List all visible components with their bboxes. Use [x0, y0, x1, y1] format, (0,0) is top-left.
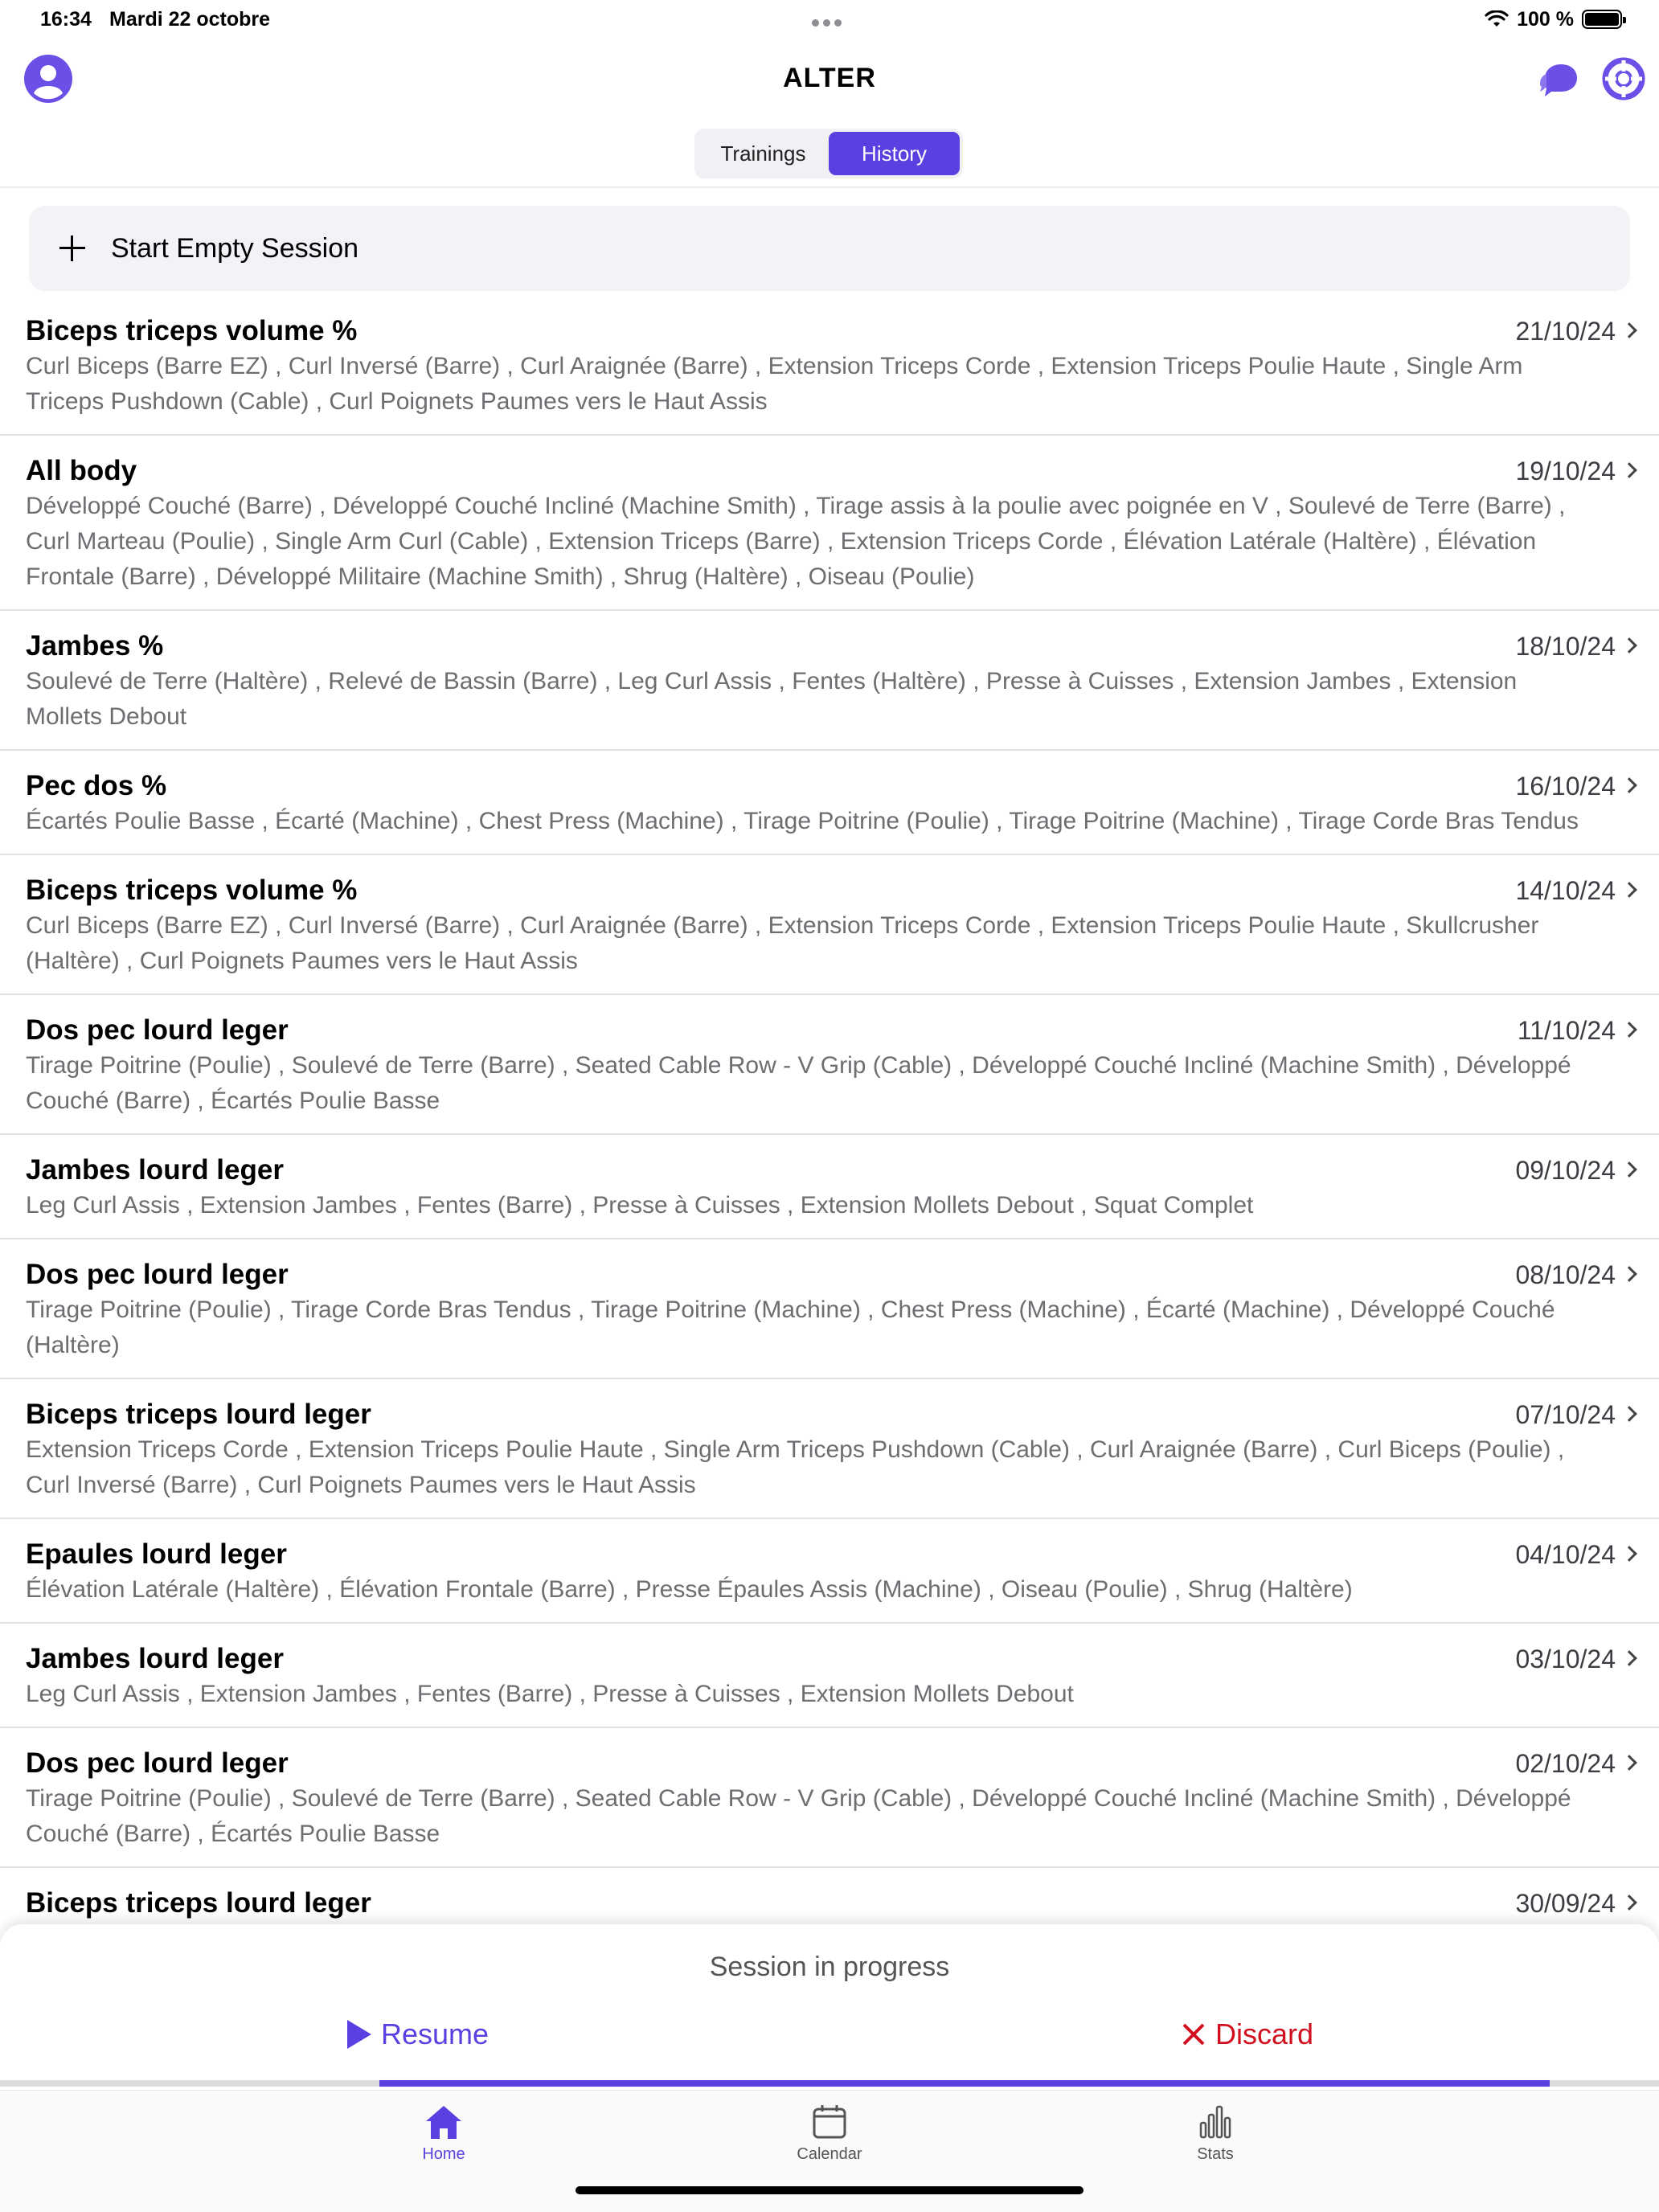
tab-stats-label: Stats: [1197, 2145, 1234, 2163]
history-item[interactable]: [0, 1239, 1659, 1379]
status-bar: [0, 0, 1659, 39]
history-item-exercises: Écartés Poulie Basse , Écarté (Machine) , Chest Press (Machine) , Tirage Poitrine (Poulie) , Tirage Poitrine (Machine) , Tirage Corde Bras Tendus: [26, 808, 1579, 834]
history-item-date: 16/10/24: [1515, 772, 1616, 801]
history-item-title: Jambes lourd leger: [26, 1643, 284, 1674]
history-item[interactable]: [0, 296, 1659, 436]
battery-percent: 100 %: [1517, 7, 1574, 31]
session-title: Session in progress: [709, 1952, 950, 1982]
chevron-right-icon: [1621, 1161, 1637, 1178]
history-list: [0, 296, 1659, 1927]
history-item-exercises: Curl Biceps (Barre EZ) , Curl Inversé (Barre) , Curl Araignée (Barre) , Extension Triceps Corde , Extension Triceps Poulie Haute , Single Arm Triceps Pushdown (Cable) , Curl Poignets Paumes vers le Haut Assis: [26, 353, 1523, 415]
history-item-exercises: Élévation Latérale (Haltère) , Élévation Frontale (Barre) , Presse Épaules Assis (Machine) , Oiseau (Poulie) , Shrug (Haltère): [26, 1576, 1353, 1603]
history-item-title: Biceps triceps volume %: [26, 315, 358, 346]
chevron-right-icon: [1621, 1755, 1637, 1771]
status-date: Mardi 22 octobre: [109, 8, 271, 31]
history-item-date: 21/10/24: [1515, 317, 1616, 346]
history-item-title: Pec dos %: [26, 770, 167, 801]
tab-history[interactable]: History: [829, 132, 960, 175]
chevron-right-icon: [1621, 322, 1637, 338]
stats-icon: [1197, 2103, 1234, 2140]
history-item-date: 03/10/24: [1515, 1645, 1616, 1673]
session-in-progress-panel: [0, 1924, 1659, 2093]
history-item-date: 04/10/24: [1515, 1540, 1616, 1569]
history-item-date: 09/10/24: [1515, 1156, 1616, 1185]
home-indicator: [576, 2186, 1083, 2194]
session-progress-bar: [379, 2080, 1550, 2087]
chevron-right-icon: [1621, 1650, 1637, 1666]
battery-icon: [1582, 10, 1622, 29]
tab-home[interactable]: [363, 2103, 524, 2164]
resume-label: Resume: [381, 2017, 490, 2050]
history-item-exercises: Curl Biceps (Barre EZ) , Curl Inversé (Barre) , Curl Araignée (Barre) , Extension Triceps Corde , Extension Triceps Poulie Haute , Skullcrusher (Haltère) , Curl Poignets Paumes vers le Haut Assis: [26, 912, 1539, 974]
multitasking-dots-icon[interactable]: [812, 16, 847, 24]
history-item-title: Jambes lourd leger: [26, 1154, 284, 1186]
app-title: ALTER: [783, 63, 876, 93]
history-item-title: Biceps triceps volume %: [26, 875, 358, 906]
history-item-date: 14/10/24: [1515, 876, 1616, 905]
history-item-date: 18/10/24: [1515, 632, 1616, 661]
history-item-exercises: Extension Triceps Corde , Extension Triceps Poulie Haute , Single Arm Triceps Pushdown (Cable) , Curl Araignée (Barre) , Curl Biceps (Poulie) , Curl Inversé (Barre) , Curl Poignets Paumes vers le Haut Assis: [26, 1436, 1565, 1498]
history-item[interactable]: [0, 1135, 1659, 1239]
history-item[interactable]: [0, 995, 1659, 1135]
history-item-exercises: Tirage Poitrine (Poulie) , Soulevé de Terre (Barre) , Seated Cable Row - V Grip (Cable) , Développé Couché Incliné (Machine Smith) , Développé Couché (Barre) , Écartés Poulie Basse: [26, 1785, 1571, 1847]
history-item-exercises: Tirage Poitrine (Poulie) , Soulevé de Terre (Barre) , Seated Cable Row - V Grip (Cable) , Développé Couché Incliné (Machine Smith) , Développé Couché (Barre) , Écartés Poulie Basse: [26, 1052, 1571, 1114]
history-item-date: 11/10/24: [1517, 1016, 1616, 1045]
chevron-right-icon: [1621, 777, 1637, 793]
play-icon: [347, 2020, 371, 2049]
history-item-title: Dos pec lourd leger: [26, 1259, 289, 1290]
chevron-right-icon: [1621, 1266, 1637, 1282]
tab-trainings[interactable]: Trainings: [720, 141, 806, 166]
resume-button[interactable]: [347, 2017, 489, 2051]
app-header: [0, 39, 1659, 188]
chevron-right-icon: [1621, 1406, 1637, 1422]
wifi-icon: [1485, 10, 1509, 28]
chevron-right-icon: [1621, 1546, 1637, 1562]
history-item-exercises: Tirage Poitrine (Poulie) , Tirage Corde Bras Tendus , Tirage Poitrine (Machine) , Chest Press (Machine) , Écarté (Machine) , Développé Couché (Haltère): [26, 1296, 1555, 1358]
history-item[interactable]: [0, 611, 1659, 751]
history-item-date: 19/10/24: [1515, 457, 1616, 485]
history-item-date: 07/10/24: [1515, 1400, 1616, 1429]
history-item[interactable]: [0, 1624, 1659, 1728]
history-item[interactable]: [0, 1379, 1659, 1519]
calendar-icon: [811, 2103, 848, 2140]
history-item-title: All body: [26, 455, 137, 486]
tab-calendar[interactable]: [749, 2103, 910, 2164]
status-time: 16:34: [40, 8, 92, 31]
history-item[interactable]: [0, 1519, 1659, 1624]
start-empty-session-label: Start Empty Session: [111, 232, 359, 264]
history-item-exercises: Leg Curl Assis , Extension Jambes , Fentes (Barre) , Presse à Cuisses , Extension Mollets Debout , Squat Complet: [26, 1192, 1254, 1219]
history-item[interactable]: [0, 1868, 1659, 1927]
history-item-exercises: Soulevé de Terre (Haltère) , Relevé de Bassin (Barre) , Leg Curl Assis , Fentes (Haltère) , Presse à Cuisses , Extension Jambes , Extension Mollets Debout: [26, 668, 1518, 730]
help-icon: [1601, 56, 1646, 101]
history-item-date: 30/09/24: [1515, 1889, 1616, 1918]
history-item-title: Epaules lourd leger: [26, 1538, 287, 1570]
discard-label: Discard: [1215, 2017, 1314, 2050]
chat-button[interactable]: [1537, 56, 1582, 101]
start-empty-session-button[interactable]: [29, 206, 1630, 291]
home-icon: [424, 2103, 464, 2140]
history-item-title: Dos pec lourd leger: [26, 1014, 289, 1046]
history-item[interactable]: [0, 855, 1659, 995]
chat-icon: [1537, 56, 1582, 101]
close-icon: [1180, 2021, 1207, 2048]
history-item[interactable]: [0, 751, 1659, 855]
history-item-title: Dos pec lourd leger: [26, 1747, 289, 1779]
history-item-title: Jambes %: [26, 630, 164, 662]
tab-stats[interactable]: [1135, 2103, 1296, 2164]
view-segmented-control: [694, 129, 963, 178]
chevron-right-icon: [1621, 637, 1637, 653]
discard-button[interactable]: [1180, 2017, 1313, 2051]
history-item-exercises: Leg Curl Assis , Extension Jambes , Fentes (Barre) , Presse à Cuisses , Extension Mollets Debout: [26, 1681, 1074, 1707]
history-item[interactable]: [0, 1728, 1659, 1868]
help-button[interactable]: [1601, 56, 1646, 101]
chevron-right-icon: [1621, 1895, 1637, 1911]
status-indicators: [1485, 6, 1622, 32]
tab-calendar-label: Calendar: [797, 2145, 862, 2163]
history-item-date: 08/10/24: [1515, 1260, 1616, 1289]
chevron-right-icon: [1621, 462, 1637, 478]
history-item[interactable]: [0, 436, 1659, 611]
chevron-right-icon: [1621, 1022, 1637, 1038]
history-item-title: Biceps triceps lourd leger: [26, 1399, 371, 1430]
history-item-exercises: Développé Couché (Barre) , Développé Couché Incliné (Machine Smith) , Tirage assis à la poulie avec poignée en V , Soulevé de Terre (Barre) , Curl Marteau (Poulie) , Single Arm Curl (Cable) , Extension Triceps (Barre) , Extension Triceps Corde , Élévation Latérale (Haltère) , Élévation Frontale (Barre) , Développé Militaire (Machine Smith) , Shrug (Haltère) , Oiseau (Poulie): [26, 493, 1566, 590]
chevron-right-icon: [1621, 882, 1637, 898]
history-item-date: 02/10/24: [1515, 1749, 1616, 1778]
tab-home-label: Home: [422, 2145, 465, 2163]
plus-icon: [58, 234, 87, 263]
history-item-title: Biceps triceps lourd leger: [26, 1887, 371, 1919]
